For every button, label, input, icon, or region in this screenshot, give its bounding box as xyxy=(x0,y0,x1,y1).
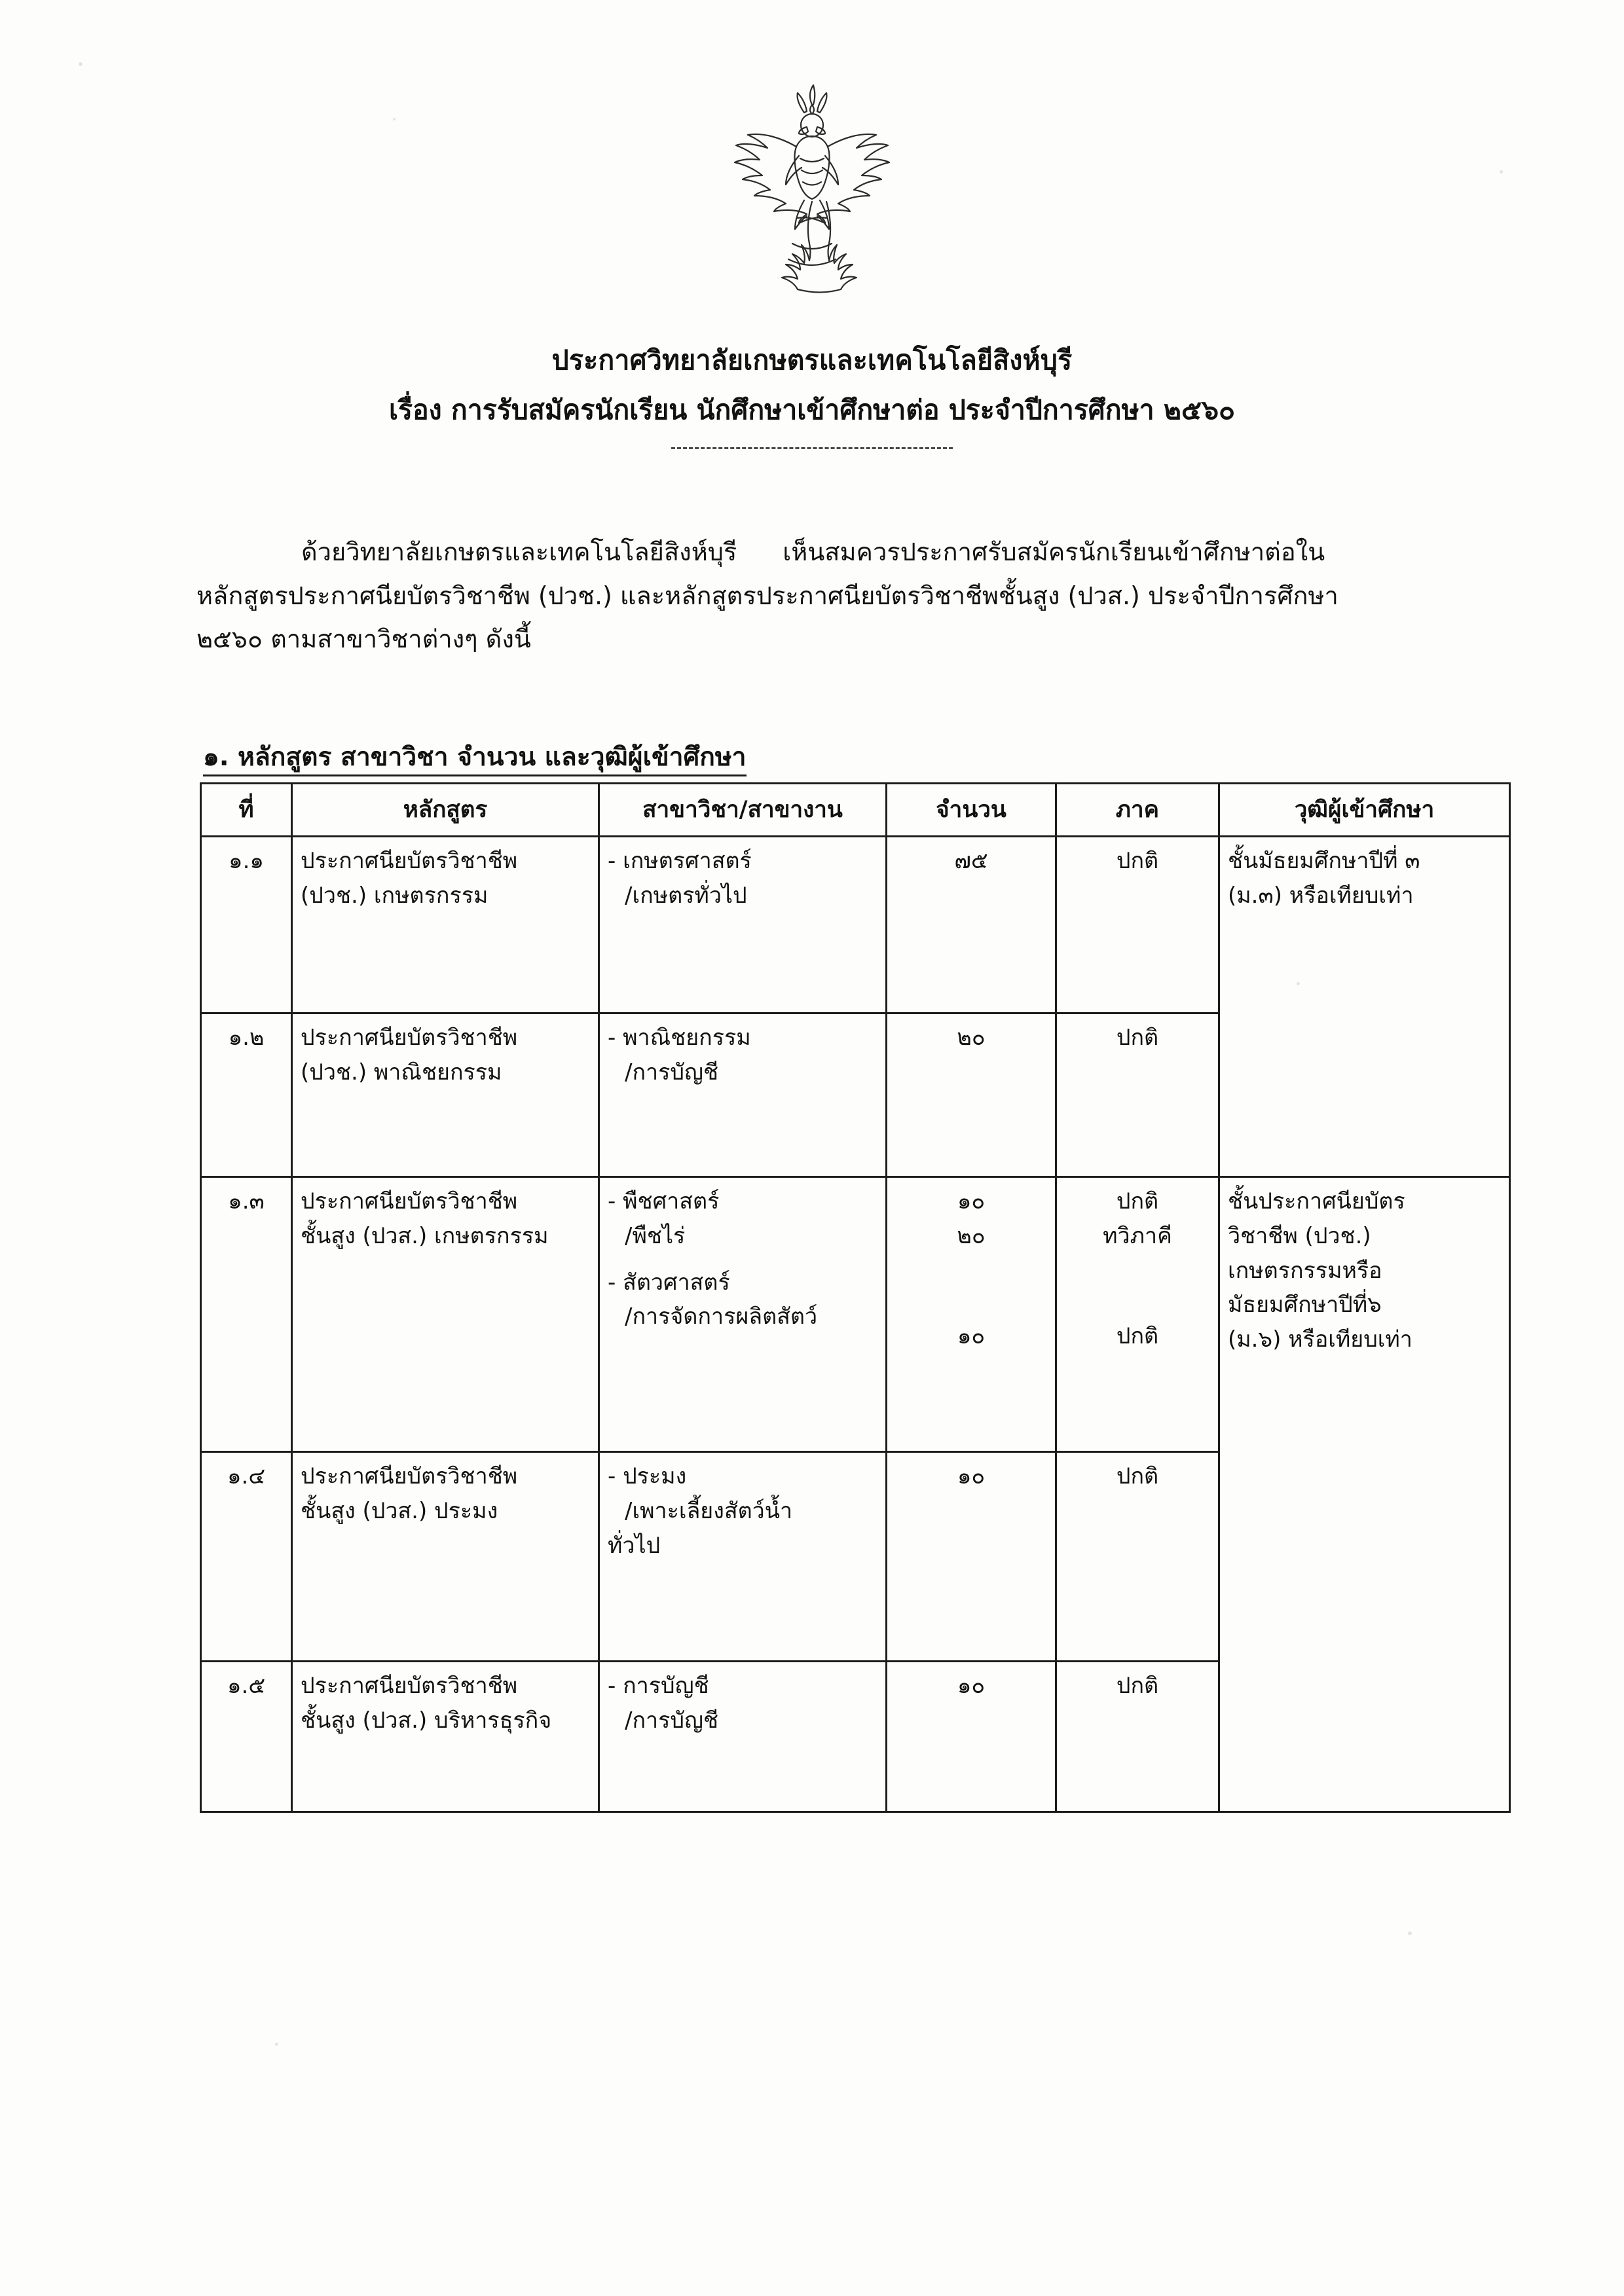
row-major xyxy=(599,1013,887,1177)
scan-speck xyxy=(275,2043,278,2046)
qualification-line-5: (ม.๖) หรือเทียบเท่า xyxy=(1228,1326,1412,1353)
header-course: หลักสูตร xyxy=(292,784,599,837)
paragraph-part-1: ด้วยวิทยาลัยเกษตรและเทคโนโลยีสิงห์บุรี xyxy=(301,538,737,566)
row-term: ปกติ xyxy=(1056,1013,1219,1177)
row-course-line-2: ชั้นสูง (ปวส.) เกษตรกรรม xyxy=(301,1222,549,1249)
row-amount: ๑๐ xyxy=(887,1662,1056,1812)
row-amount: ๑๐ xyxy=(887,1452,1056,1662)
row-no: ๑.๑ xyxy=(201,837,292,1013)
garuda-emblem-icon xyxy=(701,79,923,314)
row-course-line-1: ประกาศนียบัตรวิชาชีพ xyxy=(301,848,518,875)
row-major-line-1: - พาณิชยกรรม xyxy=(608,1025,751,1051)
row-major-line-4: /การจัดการผลิตสัตว์ xyxy=(625,1303,818,1330)
header-amount: จำนวน xyxy=(887,784,1056,837)
qualification-line-2: (ม.๓) หรือเทียบเท่า xyxy=(1228,882,1414,909)
intro-paragraph xyxy=(196,530,1441,661)
row-course xyxy=(292,1662,599,1812)
row-major-line-1: - เกษตรศาสตร์ xyxy=(608,848,752,875)
section-title xyxy=(203,737,747,777)
qualification-line-1: ชั้นประกาศนียบัตร xyxy=(1228,1188,1405,1215)
row-major-line-2: /เพาะเลี้ยงสัตว์น้ำ xyxy=(625,1497,793,1524)
header-qualification: วุฒิผู้เข้าศึกษา xyxy=(1219,784,1510,837)
row-course-line-1: ประกาศนียบัตรวิชาชีพ xyxy=(301,1673,518,1700)
row-course xyxy=(292,837,599,1013)
row-term: ปกติ xyxy=(1056,837,1219,1013)
garuda-emblem-container xyxy=(0,79,1624,314)
section-title-text: ๑. หลักสูตร สาขาวิชา จำนวน และวุฒิผู้เข้าศึกษา xyxy=(203,742,747,776)
row-amount: ๗๕ xyxy=(887,837,1056,1013)
qualification-group-2 xyxy=(1219,1177,1510,1812)
row-major-line-2: /เกษตรทั่วไป xyxy=(625,882,747,909)
row-term-line-2: ทวิภาคี xyxy=(1103,1222,1172,1249)
scan-speck xyxy=(1408,1931,1412,1935)
row-amount: ๒๐ xyxy=(887,1013,1056,1177)
row-term: ปกติ xyxy=(1056,1452,1219,1662)
row-term-line-3: ปกติ xyxy=(1116,1322,1159,1349)
paragraph-part-3: หลักสูตรประกาศนียบัตรวิชาชีพ (ปวช.) และหลักสูตรประกาศนียบัตรวิชาชีพชั้นสูง (ปวส.) ประจำปีการศึกษา xyxy=(196,581,1338,610)
heading-line-1: ประกาศวิทยาลัยเกษตรและเทคโนโลยีสิงห์บุรี xyxy=(551,344,1073,376)
paragraph-part-2: เห็นสมควรประกาศรับสมัครนักเรียนเข้าศึกษาต่อใน xyxy=(783,538,1325,566)
row-major xyxy=(599,1452,887,1662)
row-no: ๑.๒ xyxy=(201,1013,292,1177)
paragraph-part-4: ๒๕๖๐ ตามสาขาวิชาต่างๆ ดังนี้ xyxy=(196,625,531,653)
row-course-line-2: ชั้นสูง (ปวส.) บริหารธุรกิจ xyxy=(301,1707,552,1734)
header-no: ที่ xyxy=(201,784,292,837)
qualification-group-1 xyxy=(1219,837,1510,1177)
row-amount-line-1: ๑๐ xyxy=(957,1188,986,1215)
row-course xyxy=(292,1177,599,1452)
table-row xyxy=(201,837,1510,1013)
row-amount-line-3: ๑๐ xyxy=(957,1322,986,1349)
document-heading xyxy=(0,340,1624,449)
row-course-line-1: ประกาศนียบัตรวิชาชีพ xyxy=(301,1025,518,1051)
qualification-line-2: วิชาชีพ (ปวช.) xyxy=(1228,1222,1371,1249)
row-course xyxy=(292,1452,599,1662)
row-amount xyxy=(887,1177,1056,1452)
row-course-line-2: (ปวช.) พาณิชยกรรม xyxy=(301,1059,502,1085)
header-term: ภาค xyxy=(1056,784,1219,837)
row-major-line-2: /พืชไร่ xyxy=(625,1222,686,1249)
row-no: ๑.๔ xyxy=(201,1452,292,1662)
qualification-line-3: เกษตรกรรมหรือ xyxy=(1228,1257,1382,1284)
table-header-row xyxy=(201,784,1510,837)
row-major-line-3: - สัตวศาสตร์ xyxy=(608,1269,730,1296)
row-major-line-1: - ประมง xyxy=(608,1463,687,1490)
row-major xyxy=(599,837,887,1013)
row-no: ๑.๓ xyxy=(201,1177,292,1452)
programs-table xyxy=(200,782,1511,1813)
row-major-line-2: /การบัญชี xyxy=(625,1707,719,1734)
table-row xyxy=(201,1177,1510,1452)
row-major xyxy=(599,1177,887,1452)
qualification-line-1: ชั้นมัธยมศึกษาปีที่ ๓ xyxy=(1228,848,1420,875)
row-course-line-2: ชั้นสูง (ปวส.) ประมง xyxy=(301,1497,498,1524)
row-term xyxy=(1056,1177,1219,1452)
heading-divider xyxy=(671,447,953,449)
row-course xyxy=(292,1013,599,1177)
row-course-line-1: ประกาศนียบัตรวิชาชีพ xyxy=(301,1188,518,1215)
heading-line-2: เรื่อง การรับสมัครนักเรียน นักศึกษาเข้าศึกษาต่อ ประจำปีการศึกษา ๒๕๖๐ xyxy=(388,393,1236,426)
row-major-line-1: - พืชศาสตร์ xyxy=(608,1188,720,1215)
row-no: ๑.๕ xyxy=(201,1662,292,1812)
row-major-line-3: ทั่วไป xyxy=(608,1532,661,1559)
row-term: ปกติ xyxy=(1056,1662,1219,1812)
row-major xyxy=(599,1662,887,1812)
row-major-line-1: - การบัญชี xyxy=(608,1673,709,1700)
header-major: สาขาวิชา/สาขางาน xyxy=(599,784,887,837)
row-amount-line-2: ๒๐ xyxy=(957,1222,986,1249)
qualification-line-4: มัธยมศึกษาปีที่๖ xyxy=(1228,1292,1382,1319)
programs-table-container xyxy=(200,782,1434,1813)
row-course-line-2: (ปวช.) เกษตรกรรม xyxy=(301,882,489,909)
scan-speck xyxy=(79,62,83,66)
row-course-line-1: ประกาศนียบัตรวิชาชีพ xyxy=(301,1463,518,1490)
row-major-line-2: /การบัญชี xyxy=(625,1059,719,1085)
row-term-line-1: ปกติ xyxy=(1116,1188,1159,1215)
